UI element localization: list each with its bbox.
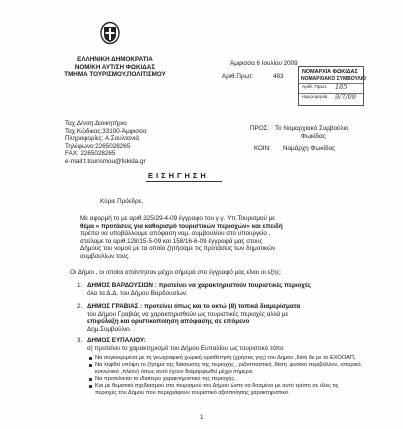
item-number: 3.: [77, 337, 83, 344]
incoming-stamp: [298, 66, 364, 106]
address-block: [65, 120, 147, 166]
to-label: ΠΡΟΣ:: [250, 125, 270, 132]
issuing-authority: [40, 56, 190, 79]
greek-emblem-icon: [99, 21, 121, 45]
address-line: e-mail:t.tourismou@fokida.gr: [65, 157, 146, 165]
item-line: ΔΗΜΟΣ ΕΥΠΑΛΙΟΥ:: [87, 337, 146, 344]
intro-line: Δήμους του νομού με τα οποία ζητήσαμε τις προτάσεις των δημοτικών: [80, 245, 276, 253]
item-line: επιφύλαξη και οριστικοποίηση απόφασης σε επόμενο: [87, 318, 250, 326]
address-line: Ταχ.Κώδικας:33100-Άμφισσα: [65, 127, 147, 135]
stamp-date-value: 9/7/09: [335, 93, 356, 101]
bullet-icon: [89, 364, 92, 367]
item-number: 1.: [77, 282, 83, 289]
bullet-icon: [89, 378, 92, 381]
authority-line: ΕΛΛΗΝΙΚΗ ΔΗΜΟΚΡΑΤΙΑ: [77, 56, 153, 63]
authority-line: ΝΟΜ/ΚΗ ΑΥΤ/ΣΗ ΦΩΚΙΔΑΣ: [74, 63, 156, 71]
cc-label: ΚΟΙΝ:: [254, 145, 271, 152]
intro-line: Με αφορμή το με αριθ.325/29-4-09 έγγραφο του γ.γ. Υπ.Τουρισμού με: [80, 215, 276, 222]
item-line: α) προτείνει το χαρακτηρισμό του Δήμου Ευπαλίου ως τουριστικό τόπο: [87, 344, 284, 352]
list-item: [87, 303, 300, 333]
stamp-protocol-value: 185: [335, 83, 348, 91]
bullet-icon: [89, 385, 92, 388]
item-line: ΔΗΜΟΣ ΓΡΑΒΙΑΣ : προτείνει όπως και το οκτώ (8) τοπικά διαμερίσματα: [87, 303, 301, 310]
address-line: Πληροφορίες: Α.Σουλτανιά: [65, 135, 140, 143]
intro-line: θέμα « προτάσεις για καθορισμό τουριστικών περιοχών» και επειδή: [80, 222, 283, 230]
to-recipient: Το Νομαρχιακό Συμβούλιο: [275, 125, 349, 132]
intro-paragraph: [80, 215, 283, 261]
bullet-text: Και με θεματικό σχεδιασμού στο τουρισμού του Δήμου ώστε να δοσμένο με αυτό τρόπο σε όλες τις: [95, 383, 339, 389]
page-number: 1: [200, 414, 204, 421]
list-item: [87, 282, 311, 297]
intro-line: συμβουλίων τους.: [80, 252, 131, 260]
bullet-text: περιοχές του Δήμου που περιγράφουν τουριστικό αξιοποίησης χαρακτηριστικό.: [95, 390, 290, 396]
bullet-text: Να προτείνεται το ιδιαίτερο χαρακτηριστικό της περιοχής.: [95, 376, 236, 382]
stamp-title: ΝΟΜΑΡΧΙΑ ΦΩΚΙΔΑΣ: [302, 69, 358, 75]
to-recipient-line-2: Φωκίδας: [301, 133, 326, 140]
item-line: ΔΗΜΟΣ ΒΑΡΔΟΥΣΙΩΝ : προτείνει να χαρακτηριστούν τουριστικές περιοχές: [87, 282, 312, 289]
bullet-text: Να ληφθεί υπόψη το ζήτημα της διάσωσης της περιοχής , ριζοσπαστική ,θέση ,φυσικό περιβάλλον, ιστορικό,: [95, 362, 363, 368]
salutation: Κύριε Πρόεδρε,: [100, 198, 144, 205]
authority-line: ΤΜΗΜΑ ΤΟΥΡΙΣΜΟΥ,ΠΟΛΙΤΙΣΜΟΥ: [64, 71, 166, 79]
title-underline: [146, 181, 222, 182]
protocol-number: 483: [273, 73, 284, 80]
item-line: Δημ.Συμβούλιο.: [87, 325, 132, 333]
item-line: όλα τα Δ.Δ. του Δήμου Βαρδουσίων.: [87, 289, 188, 297]
intro-line: πρέπει να υποβάλλουμε απόφαση νομ. συμβουλίου στο υπουργείο ,: [80, 230, 271, 238]
cc-recipient: Νομάρχη Φωκίδας: [283, 145, 336, 152]
bullet-text: Να συγκεκριμένα με τη γεωγραφική χωρική οριοθέτηση (χρήσεις γης) του Δήμου ,διότι δε με το ΕΧΟΟΑΠ,: [95, 355, 356, 361]
protocol-label: Αριθ.Πρωτ:: [222, 73, 254, 80]
bullet-text: κοινωνικό ,πλέον) όπως αυτό έχουν διαμορφωθεί μέχρι σήμερα.: [95, 369, 254, 375]
stamp-subtitle: ΝΟΜΑΡΧΙΑΚΟ ΣΥΜΒΟΥΛΙΟ: [301, 76, 366, 82]
intro-line: στείλαμε τα αριθ.128/15-5-09 και 158/16-6-09 έγγραφά μας στους: [80, 237, 263, 245]
address-line: FAX: 2265028265: [65, 150, 116, 158]
document-title: ΕΙΣΗΓΗΣΗ: [148, 171, 209, 180]
bullet-icon: [89, 357, 92, 360]
stamp-date-label: Ημερομηνία: [302, 95, 328, 100]
stamp-protocol-label: Αριθ. Πρωτ.: [302, 85, 328, 90]
list-item: [87, 337, 284, 352]
address-line: Ταχ.Δ/νση:Διοικητήριο: [65, 120, 127, 127]
item-number: 2.: [77, 303, 83, 310]
address-line: Τηλέφωνο:2265028265: [65, 142, 131, 150]
item-line: του Δήμου Γραβιάς να χαρακτηρισθούν ως τουριστικές περιοχές αλλά με: [87, 310, 289, 318]
answers-intro: Οι Δήμοι , οι οποίοι απάντησαν μέχρι σήμερα στο έγγραφό μας είναι οι εξής:: [70, 269, 282, 276]
document-date: Άμφισσα 6 Ιουλίου 2009: [230, 60, 298, 67]
